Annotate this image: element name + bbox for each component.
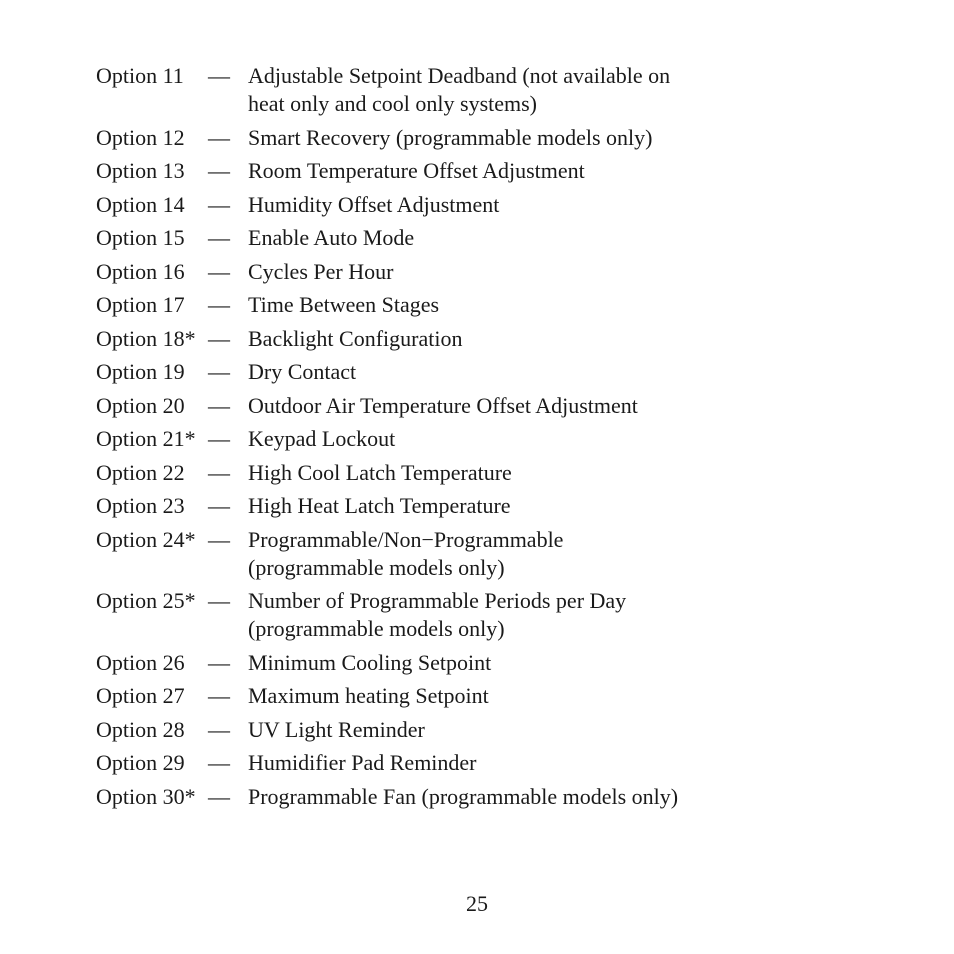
option-label: Option 26 (96, 649, 185, 675)
option-description: Cycles Per Hour (248, 258, 394, 284)
option-dash: — (208, 191, 230, 217)
option-description: Humidifier Pad Reminder (248, 750, 477, 775)
option-row (96, 783, 856, 811)
options-list (96, 62, 856, 816)
option-dash: — (208, 124, 230, 150)
option-label: Option 27 (96, 683, 185, 708)
option-row (96, 587, 856, 643)
option-row (96, 526, 856, 582)
option-description: Programmable Fan (programmable models only) (248, 783, 679, 809)
option-label: Option 11 (96, 63, 184, 88)
option-label: Option 12 (96, 124, 185, 150)
option-row (96, 716, 856, 744)
option-description: Keypad Lockout (248, 426, 396, 451)
option-label: Option 13 (96, 158, 185, 183)
option-dash: — (208, 716, 230, 742)
option-label: Option 19 (96, 359, 185, 384)
option-dash: — (208, 750, 230, 775)
option-dash: — (208, 526, 230, 552)
option-label: Option 28 (96, 716, 185, 742)
option-row (96, 224, 856, 252)
option-dash: — (208, 359, 230, 384)
option-description: Humidity Offset Adjustment (248, 191, 500, 217)
option-label: Option 17 (96, 292, 185, 317)
option-row (96, 124, 856, 152)
option-row (96, 291, 856, 319)
option-row (96, 649, 856, 677)
option-description: Dry Contact (248, 359, 357, 384)
option-dash: — (208, 493, 230, 518)
option-row (96, 191, 856, 219)
option-description: Programmable/Non−Programmable (programmable models only) (248, 526, 564, 580)
option-dash: — (208, 225, 230, 250)
option-row (96, 459, 856, 487)
option-description: Adjustable Setpoint Deadband (not available on heat only and cool only systems) (248, 63, 671, 116)
option-description: Maximum heating Setpoint (248, 683, 489, 708)
option-description: Room Temperature Offset Adjustment (248, 158, 585, 183)
option-label: Option 29 (96, 750, 185, 775)
option-label: Option 15 (96, 225, 185, 250)
option-dash: — (208, 63, 230, 88)
option-dash: — (208, 292, 230, 317)
option-description: Enable Auto Mode (248, 225, 415, 250)
option-dash: — (208, 459, 230, 485)
option-description: High Heat Latch Temperature (248, 493, 511, 518)
option-label: Option 25* (96, 588, 196, 613)
option-row (96, 157, 856, 185)
option-dash: — (208, 325, 230, 351)
option-row (96, 325, 856, 353)
option-description: Backlight Configuration (248, 325, 463, 351)
option-dash: — (208, 683, 230, 708)
option-row (96, 425, 856, 453)
option-row (96, 358, 856, 386)
option-dash: — (208, 258, 230, 284)
option-description: Outdoor Air Temperature Offset Adjustment (248, 392, 638, 418)
option-description: Minimum Cooling Setpoint (248, 649, 492, 675)
option-label: Option 24* (96, 526, 196, 552)
option-row (96, 392, 856, 420)
option-row (96, 682, 856, 710)
option-label: Option 20 (96, 392, 185, 418)
option-row (96, 62, 856, 118)
option-dash: — (208, 426, 230, 451)
option-label: Option 23 (96, 493, 185, 518)
option-description: Number of Programmable Periods per Day (programmable models only) (248, 588, 627, 641)
option-dash: — (208, 783, 230, 809)
option-label: Option 21* (96, 426, 196, 451)
option-row (96, 749, 856, 777)
page-number: 25 (466, 891, 488, 916)
option-description: Smart Recovery (programmable models only) (248, 124, 653, 150)
option-label: Option 16 (96, 258, 185, 284)
option-label: Option 22 (96, 459, 185, 485)
option-row (96, 492, 856, 520)
option-row (96, 258, 856, 286)
option-description: UV Light Reminder (248, 716, 425, 742)
option-label: Option 18* (96, 325, 196, 351)
option-label: Option 14 (96, 191, 185, 217)
option-dash: — (208, 649, 230, 675)
option-description: High Cool Latch Temperature (248, 459, 512, 485)
option-description: Time Between Stages (248, 292, 440, 317)
option-dash: — (208, 158, 230, 183)
option-dash: — (208, 392, 230, 418)
option-dash: — (208, 588, 230, 613)
option-label: Option 30* (96, 783, 196, 809)
